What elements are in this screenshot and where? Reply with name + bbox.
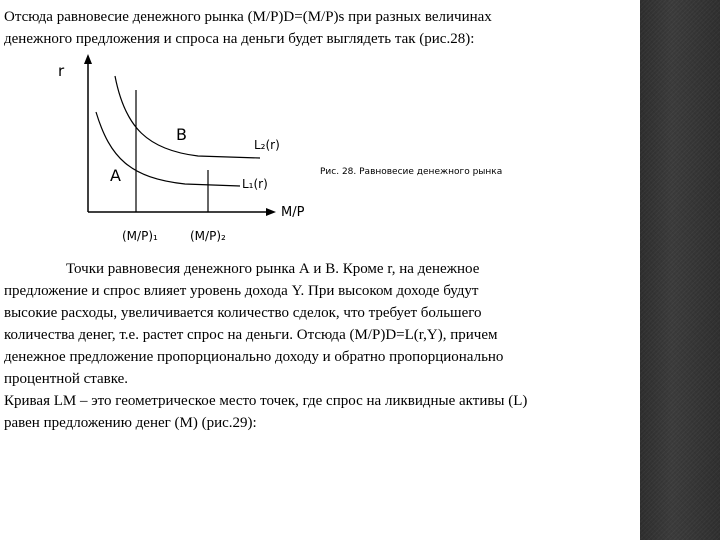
point-a-label: A (110, 166, 121, 185)
decorative-sidebar (640, 0, 720, 540)
point-b-label: B (176, 125, 187, 144)
body-line: равен предложению денег (М) (рис.29): (4, 415, 257, 431)
intro-paragraph (4, 6, 636, 50)
body-line: Кривая LM – это геометрическое место точек, где спрос на ликвидные активы (L) (4, 393, 528, 409)
demand-curve-l2 (115, 76, 260, 158)
money-market-figure (0, 50, 600, 250)
intro-line-1: Отсюда равновесие денежного рынка (M/P)D=(M/P)s при разных величинах (4, 9, 492, 25)
x-axis-label: M/P (281, 205, 305, 220)
body-line: количества денег, т.е. растет спрос на деньги. Отсюда (M/P)D=L(r,Y), причем (4, 327, 498, 343)
x-axis-arrow (266, 208, 276, 216)
body-line: Точки равновесия денежного рынка А и В. Кроме r, на денежное (66, 261, 480, 277)
curve-l1-label: L₁(r) (242, 177, 268, 191)
figure-caption: Рис. 28. Равновесие денежного рынка (320, 167, 503, 177)
body-line: предложение и спрос влияет уровень дохода Y. При высоком доходе будут (4, 283, 479, 299)
tick-label-2: (M/P)₂ (190, 229, 226, 243)
intro-line-2: денежного предложения и спроса на деньги будет выглядеть так (рис.28): (4, 31, 475, 47)
y-axis-label: r (58, 62, 65, 80)
body-paragraph (4, 258, 636, 434)
y-axis-arrow (84, 54, 92, 64)
curve-l2-label: L₂(r) (254, 138, 280, 152)
tick-label-1: (M/P)₁ (122, 229, 158, 243)
body-line: денежное предложение пропорционально доходу и обратно пропорционально (4, 349, 504, 365)
body-line: процентной ставке. (4, 371, 129, 387)
body-line: высокие расходы, увеличивается количество сделок, что требует большего (4, 305, 482, 321)
